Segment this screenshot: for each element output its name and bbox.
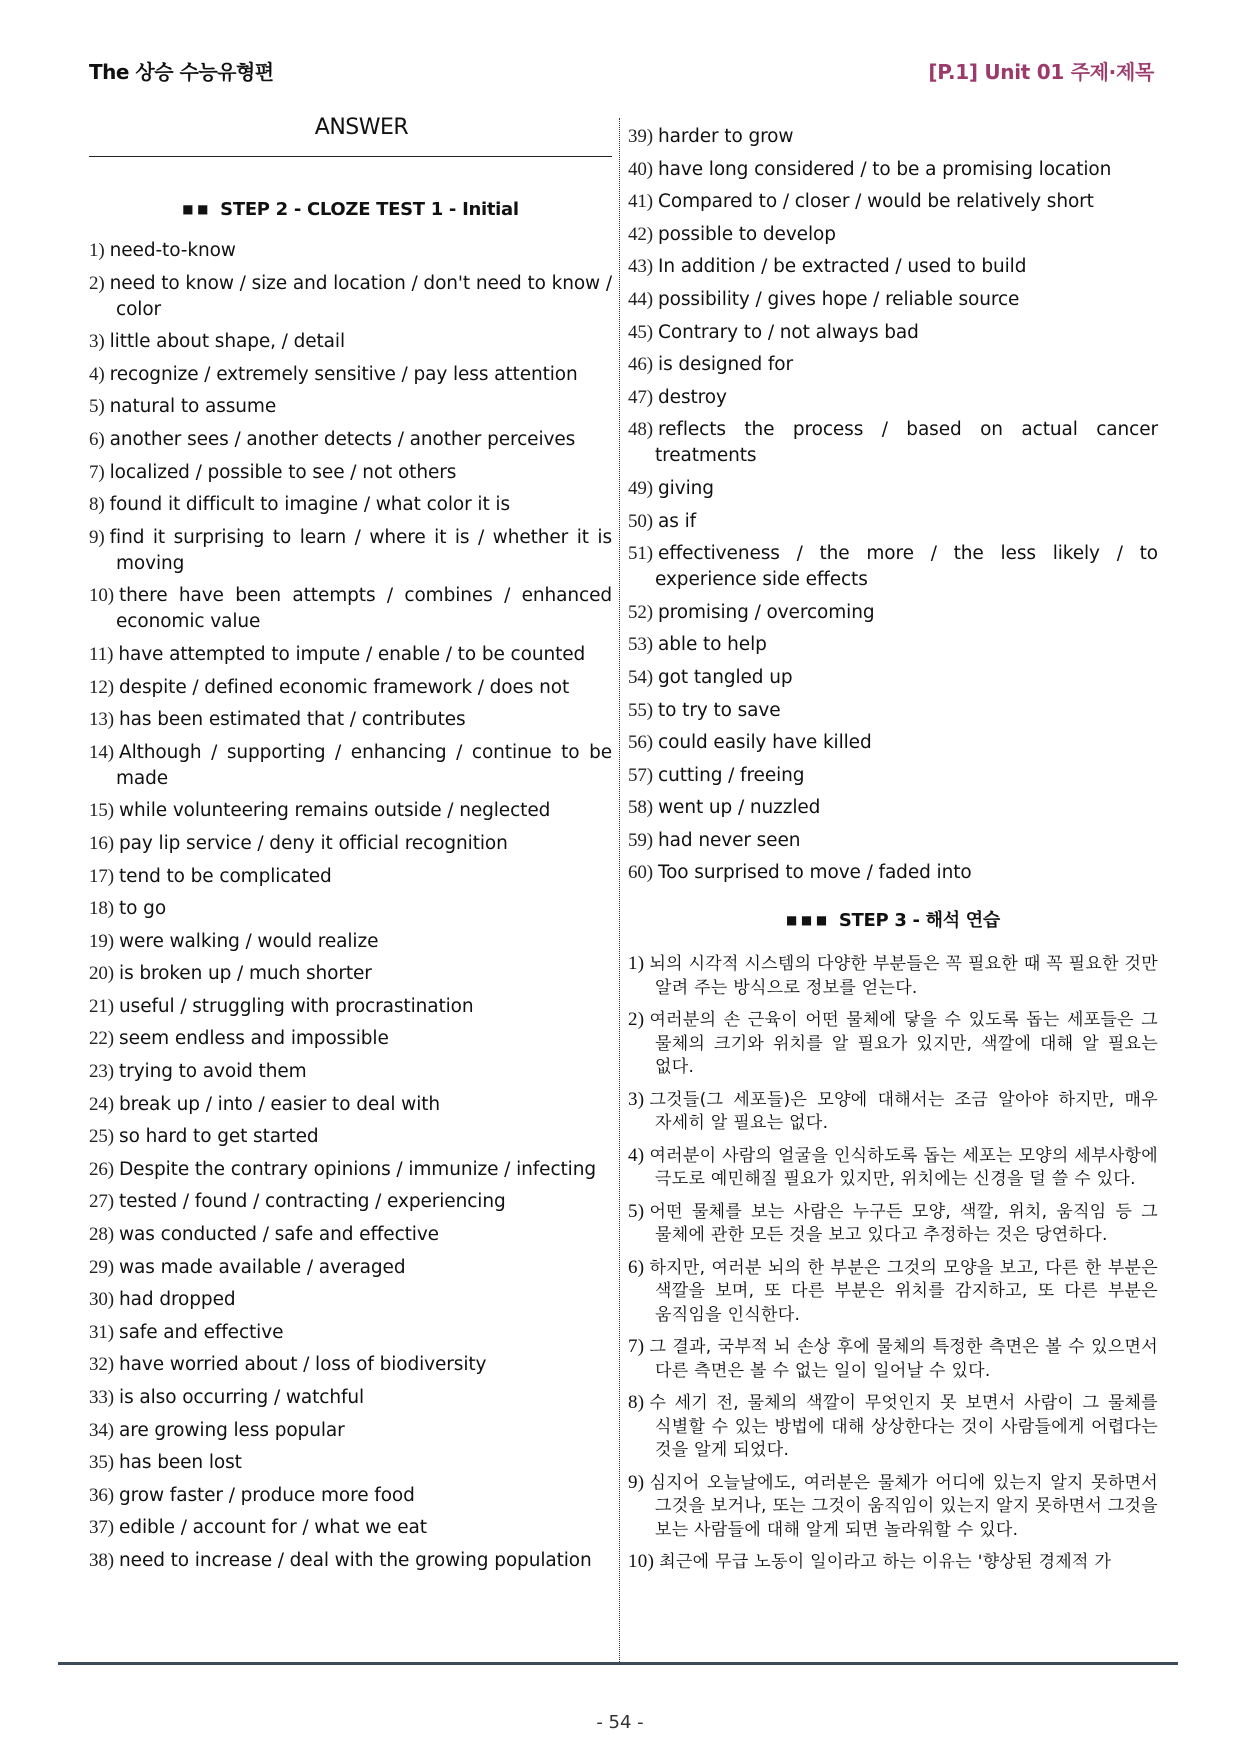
translation-item [628,1200,1158,1248]
answer-item [89,1352,612,1378]
item-text: could easily have killed [658,732,872,754]
item-number: 8) [89,494,105,516]
item-number: 27) [89,1191,115,1213]
translation-item [628,1088,1158,1136]
item-text: able to help [658,634,767,656]
item-number: 6) [628,1256,645,1278]
answer-item [628,860,1158,886]
answer-item [89,427,612,453]
item-number: 20) [89,963,115,985]
item-number: 40) [628,158,654,180]
item-number: 5) [89,396,105,418]
item-text: 뇌의 시각적 시스템의 다양한 부분들은 꼭 필요한 때 꼭 필요한 것만 알려 주는 방식으로 정보를 얻는다. [649,954,1158,998]
answer-item [628,828,1158,854]
item-text: seem endless and impossible [119,1028,389,1050]
item-number: 60) [628,862,654,884]
item-number: 33) [89,1387,115,1408]
item-number: 1) [628,953,645,975]
item-text: were walking / would realize [119,930,379,952]
answer-item [89,1189,612,1215]
step2-answer-list-right [628,124,1158,886]
item-number: 3) [628,1088,645,1110]
item-number: 17) [89,865,115,887]
item-number: 56) [628,732,654,754]
answer-item [628,254,1158,280]
item-number: 5) [628,1200,645,1222]
item-number: 44) [628,288,654,310]
item-number: 7) [89,461,105,483]
item-number: 24) [89,1093,115,1115]
item-number: 19) [89,930,115,952]
item-number: 6) [89,428,105,450]
answer-item [628,417,1158,469]
item-number: 25) [89,1126,115,1148]
item-number: 9) [628,1471,645,1493]
answer-item [628,763,1158,789]
item-number: 58) [628,797,654,819]
answer-item [628,730,1158,756]
answer-item [89,1124,612,1150]
item-text: reflects the process / based on actual cancer treatments [655,419,1158,467]
item-number: 2) [89,272,105,294]
item-text: as if [658,510,697,532]
item-text: Compared to / closer / would be relatively short [658,191,1094,213]
item-text: break up / into / easier to deal with [119,1093,441,1115]
answer-item [628,632,1158,658]
step3-heading-text: STEP 3 - 해석 연습 [838,910,1000,932]
answer-item [89,896,612,922]
item-text: went up / nuzzled [658,797,821,819]
item-text: was conducted / safe and effective [119,1224,439,1246]
item-text: pay lip service / deny it official recognition [119,832,508,854]
item-text: is also occurring / watchful [119,1387,365,1408]
item-number: 45) [628,321,654,343]
item-text: possible to develop [658,223,836,245]
answer-item [628,795,1158,821]
answer-item [628,157,1158,183]
translation-item [628,1144,1158,1192]
item-number: 15) [89,800,115,822]
answer-item [628,385,1158,411]
item-text: have attempted to impute / enable / to be counted [118,643,586,665]
item-text: In addition / be extracted / used to build [658,256,1027,278]
answer-item [89,798,612,824]
item-number: 52) [628,601,654,623]
item-text: effectiveness / the more / the less likely / to experience side effects [655,543,1158,591]
item-text: 하지만, 여러분 뇌의 한 부분은 그것의 모양을 보고, 다른 한 부분은 색깔을 보며, 또 다른 부분은 위치를 감지하고, 또 다른 부분은 움직임을 인식한다. [649,1257,1158,1325]
item-text: 어떤 물체를 보는 사람은 누구든 모양, 색깔, 위치, 움직임 등 그 물체에 관한 모든 것을 보고 있다고 추정하는 것은 당연하다. [649,1201,1158,1246]
item-number: 43) [628,256,654,278]
answer-item [628,124,1158,150]
item-number: 50) [628,510,654,532]
answer-item [628,352,1158,378]
item-text: grow faster / produce more food [119,1484,415,1506]
item-number: 31) [89,1321,115,1343]
answer-item [89,1548,612,1574]
answer-item [89,1418,612,1444]
item-text: tested / found / contracting / experiencing [119,1191,506,1213]
step3-heading [628,906,1158,932]
item-text: 최근에 무급 노동이 일이라고 하는 이유는 '향상된 경제적 가 [659,1552,1112,1573]
item-text: little about shape, / detail [109,331,345,353]
item-text: is broken up / much shorter [119,963,372,985]
item-text: was made available / averaged [119,1256,406,1278]
answer-item [89,1287,612,1313]
answer-item [89,831,612,857]
item-number: 1) [89,240,105,261]
item-text: 여러분이 사람의 얼굴을 인식하도록 돕는 세포는 모양의 세부사항에 극도로 예민해질 필요가 있지만, 위치에는 신경을 덜 쓸 수 있다. [649,1145,1158,1190]
answer-item [89,329,612,355]
answer-title: ANSWER [314,115,409,140]
item-text: is designed for [658,354,794,376]
item-number: 42) [628,223,654,245]
answer-item [89,864,612,890]
step2-heading [89,199,612,220]
answer-item [89,1026,612,1052]
item-text: have long considered / to be a promising location [658,158,1112,180]
item-number: 38) [89,1549,115,1571]
item-text: another sees / another detects / another perceives [109,428,576,450]
item-text: despite / defined economic framework / does not [119,676,570,698]
answer-item [89,675,612,701]
answer-item [89,1515,612,1541]
answer-item [628,698,1158,724]
item-text: 심지어 오늘날에도, 여러분은 물체가 어디에 있는지 알지 못하면서 그것을 보거나, 또는 그것이 움직임이 있는지 알지 못하면서 그것을 보는 사람들에 대해 알게 되면 놀라워할 수 있다. [649,1472,1158,1540]
answer-item [89,994,612,1020]
answer-item [89,1255,612,1281]
item-number: 10) [89,585,115,607]
item-number: 23) [89,1061,115,1083]
item-number: 32) [89,1354,115,1376]
item-number: 2) [628,1009,645,1031]
item-number: 51) [628,543,654,565]
item-text: 수 세기 전, 물체의 색깔이 무엇인지 못 보면서 사람이 그 물체를 식별할 수 있는 방법에 대해 상상한다는 것이 사람들에게 어렵다는 것을 알게 되었다. [649,1393,1158,1461]
step2-heading-text: STEP 2 - CLOZE TEST 1 - Initial [220,199,519,220]
item-text: Despite the contrary opinions / immunize / infecting [119,1158,596,1180]
page-number: - 54 - [596,1712,644,1733]
answer-item [89,707,612,733]
item-text: giving [658,477,714,499]
answer-item [628,665,1158,691]
item-number: 47) [628,386,654,408]
answer-item [628,189,1158,215]
item-text: need-to-know [109,240,236,261]
answer-item [89,929,612,955]
item-text: Contrary to / not always bad [658,321,919,343]
answer-item [628,222,1158,248]
item-number: 4) [89,363,105,385]
item-text: have worried about / loss of biodiversity [119,1354,487,1376]
item-number: 30) [89,1289,115,1311]
item-text: so hard to get started [119,1126,319,1148]
answer-item [89,740,612,792]
item-number: 49) [628,477,654,499]
item-text: destroy [658,386,727,408]
item-text: has been lost [119,1452,242,1474]
step2-answer-list-left [89,238,612,1574]
translation-item [628,1335,1158,1383]
bullet-squares-icon: ■ ■ ■ [786,913,827,928]
translation-item [628,952,1158,1000]
answer-item [89,1092,612,1118]
item-text: to try to save [658,699,781,721]
answer-item [89,460,612,486]
answer-item [89,1059,612,1085]
item-text: there have been attempts / combines / enhanced economic value [116,585,612,633]
bullet-squares-icon: ■ ■ [182,202,209,216]
answer-item [89,961,612,987]
item-text: possibility / gives hope / reliable source [658,288,1020,310]
answer-item [89,271,612,323]
item-number: 29) [89,1256,115,1278]
item-text: 여러분의 손 근육이 어떤 물체에 닿을 수 있도록 돕는 세포들은 그 물체의 크기와 위치를 알 필요가 있지만, 색깔에 대해 알 필요는 없다. [649,1010,1158,1078]
item-number: 9) [89,526,105,548]
item-number: 53) [628,634,654,656]
item-number: 46) [628,354,654,376]
item-text: are growing less popular [119,1419,345,1441]
item-text: need to know / size and location / don't need to know / color [109,272,612,320]
item-text: harder to grow [658,126,794,147]
item-text: useful / struggling with procrastination [119,995,474,1017]
answer-item [89,642,612,668]
left-column [89,108,612,1581]
answer-rule [89,156,612,157]
item-text: got tangled up [658,666,793,688]
item-text: had dropped [119,1289,236,1311]
item-text: found it difficult to imagine / what color it is [109,494,510,516]
answer-item [628,541,1158,593]
item-text: recognize / extremely sensitive / pay less attention [109,363,578,385]
item-text: safe and effective [119,1321,284,1343]
item-text: 그것들(그 세포들)은 모양에 대해서는 조금 알아야 하지만, 매우 자세히 알 필요는 없다. [649,1089,1158,1134]
item-number: 8) [628,1392,645,1414]
item-number: 34) [89,1419,115,1441]
answer-item [89,1157,612,1183]
answer-item [89,394,612,420]
item-number: 28) [89,1224,115,1246]
item-number: 39) [628,126,654,147]
item-text: natural to assume [109,396,277,418]
answer-item [89,525,612,577]
item-number: 41) [628,191,654,213]
item-number: 14) [89,741,115,763]
item-text: had never seen [658,829,801,851]
item-number: 7) [628,1336,645,1358]
answer-item [89,1450,612,1476]
item-text: Although / supporting / enhancing / continue to be made [116,741,612,789]
answer-item [628,287,1158,313]
item-text: localized / possible to see / not others [109,461,457,483]
item-number: 37) [89,1517,115,1539]
answer-item [89,1385,612,1411]
item-number: 12) [89,676,115,698]
item-number: 18) [89,898,115,920]
answer-item [628,509,1158,535]
item-number: 54) [628,666,654,688]
item-text: edible / account for / what we eat [119,1517,427,1539]
item-text: while volunteering remains outside / neglected [119,800,551,822]
translation-item [628,1008,1158,1080]
item-text: Too surprised to move / faded into [658,862,972,884]
item-number: 55) [628,699,654,721]
answer-item [89,583,612,635]
answer-item [89,238,612,264]
item-text: has been estimated that / contributes [119,709,466,731]
item-number: 10) [628,1551,655,1573]
translation-item [628,1471,1158,1543]
book-title: The 상승 수능유형편 [89,60,274,84]
item-text: find it surprising to learn / where it is / whether it is moving [109,526,612,574]
item-number: 36) [89,1484,115,1506]
item-number: 22) [89,1028,115,1050]
translation-item [628,1256,1158,1328]
answer-item [89,362,612,388]
item-number: 4) [628,1144,645,1166]
item-number: 16) [89,832,115,854]
footer-rule [58,1662,1178,1665]
answer-item [89,492,612,518]
item-text: cutting / freeing [658,764,805,786]
item-text: trying to avoid them [119,1061,307,1083]
answer-item [89,1222,612,1248]
item-number: 48) [628,419,654,441]
item-number: 3) [89,331,105,353]
answer-item [89,1320,612,1346]
translation-item [628,1391,1158,1463]
item-text: tend to be complicated [119,865,332,887]
unit-label: [P.1] Unit 01 주제·제목 [928,60,1154,84]
item-number: 35) [89,1452,115,1474]
answer-item [628,600,1158,626]
answer-item [628,320,1158,346]
item-number: 26) [89,1158,115,1180]
right-column [628,124,1158,1583]
item-text: need to increase / deal with the growing population [119,1549,592,1571]
item-text: 그 결과, 국부적 뇌 손상 후에 물체의 특정한 측면은 볼 수 있으면서 다른 측면은 볼 수 없는 일이 일어날 수 있다. [649,1337,1158,1381]
translation-item [628,1550,1158,1575]
step3-translation-list [628,952,1158,1575]
item-number: 59) [628,829,654,851]
item-text: promising / overcoming [658,601,875,623]
column-divider [619,118,620,1664]
item-number: 57) [628,764,654,786]
item-text: to go [119,898,167,920]
answer-item [89,1483,612,1509]
item-number: 21) [89,995,115,1017]
item-number: 11) [89,643,114,665]
item-number: 13) [89,709,115,731]
answer-item [628,476,1158,502]
